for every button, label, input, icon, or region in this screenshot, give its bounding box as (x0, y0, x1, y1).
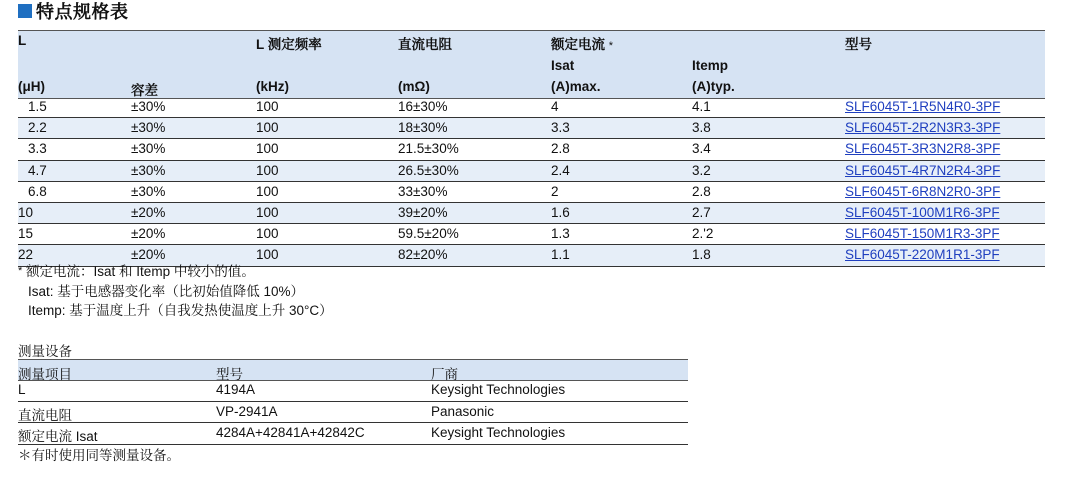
note-text-1: 额定电流：Isat 和 Itemp 中较小的值。 (26, 264, 255, 279)
header-isat-unit: (A)max. (551, 79, 601, 94)
equip-cell-item: L (18, 382, 26, 397)
table-row (18, 423, 688, 445)
equipment-title: 测量设备 (18, 344, 72, 359)
cell-freq: 100 (256, 204, 279, 220)
cell-isat: 1.1 (551, 247, 570, 263)
equip-cell-model: 4284A+42841A+42842C (216, 425, 365, 440)
cell-l: 4.7 (28, 162, 47, 178)
cell-itemp: 2.'2 (692, 226, 714, 242)
model-link[interactable]: SLF6045T-220M1R1-3PF (845, 247, 1000, 263)
cell-freq: 100 (256, 162, 279, 178)
cell-tolerance: ±30% (131, 162, 166, 178)
cell-itemp: 2.8 (692, 183, 711, 199)
cell-itemp: 3.8 (692, 120, 711, 136)
note-line-2: Isat: 基于电感器变化率（比初始值降低 10%） (28, 283, 305, 299)
header-itemp-unit: (A)typ. (692, 79, 735, 94)
cell-dcr: 82±20% (398, 247, 448, 263)
cell-dcr: 21.5±30% (398, 141, 459, 157)
equip-cell-model: 4194A (216, 382, 256, 397)
cell-freq: 100 (256, 183, 279, 199)
table-row (18, 380, 688, 402)
model-link[interactable]: SLF6045T-6R8N2R0-3PF (845, 183, 1001, 199)
cell-itemp: 4.1 (692, 99, 711, 114)
cell-dcr: 18±30% (398, 120, 448, 136)
equipment-table-body (18, 380, 688, 445)
cell-l: 6.8 (28, 183, 47, 199)
note-star: * (18, 265, 23, 277)
header-tolerance: 容差 (131, 83, 158, 98)
cell-isat: 1.6 (551, 204, 570, 220)
table-row (18, 161, 1045, 182)
table-row (18, 224, 1045, 245)
cell-tolerance: ±30% (131, 99, 166, 114)
table-row (18, 203, 1045, 224)
model-link[interactable]: SLF6045T-2R2N3R3-3PF (845, 120, 1001, 136)
cell-itemp: 1.8 (692, 247, 711, 263)
model-link[interactable]: SLF6045T-3R3N2R8-3PF (845, 141, 1001, 157)
equip-cell-vendor: Keysight Technologies (431, 425, 566, 440)
cell-isat: 4 (551, 99, 559, 114)
header-rated-current-label: 额定电流 (551, 37, 605, 52)
header-model: 型号 (845, 37, 872, 52)
equip-cell-item: 额定电流 Isat (18, 429, 98, 444)
cell-dcr: 16±30% (398, 99, 448, 114)
cell-isat: 3.3 (551, 120, 570, 136)
cell-tolerance: ±20% (131, 226, 166, 242)
spec-table-body (18, 97, 1045, 267)
cell-tolerance: ±30% (131, 120, 166, 136)
cell-l: 15 (18, 226, 34, 242)
note-line-1 (18, 262, 333, 282)
table-row (18, 97, 1045, 118)
spec-table-header (18, 30, 1045, 99)
cell-tolerance: ±20% (131, 247, 166, 263)
equip-cell-vendor: Keysight Technologies (431, 382, 566, 397)
equip-cell-vendor: Panasonic (431, 403, 495, 419)
cell-freq: 100 (256, 120, 279, 136)
spec-notes (18, 262, 333, 321)
cell-freq: 100 (256, 141, 279, 157)
cell-l: 1.5 (28, 99, 47, 114)
cell-itemp: 3.2 (692, 162, 711, 178)
cell-dcr: 59.5±20% (398, 226, 459, 242)
table-row (18, 139, 1045, 160)
cell-freq: 100 (256, 247, 279, 263)
equip-header-model: 型号 (216, 367, 243, 382)
table-row (18, 182, 1045, 203)
cell-isat: 2.8 (551, 141, 570, 157)
cell-dcr: 33±30% (398, 183, 448, 199)
table-row (18, 402, 688, 424)
cell-l: 2.2 (28, 120, 47, 136)
equipment-table-header (18, 359, 688, 381)
header-dcr-unit: (mΩ) (398, 79, 430, 94)
header-l-unit: (μH) (18, 79, 45, 94)
header-freq-unit: (kHz) (256, 79, 289, 94)
cell-freq: 100 (256, 226, 279, 242)
cell-dcr: 39±20% (398, 204, 448, 220)
header-rated-current (551, 33, 613, 53)
cell-itemp: 2.7 (692, 204, 711, 220)
equip-cell-item: 直流电阻 (18, 407, 72, 423)
header-l: L (18, 33, 27, 48)
cell-l: 22 (18, 247, 34, 263)
equip-header-item: 测量项目 (18, 367, 72, 382)
section-title (18, 0, 129, 22)
cell-tolerance: ±30% (131, 183, 166, 199)
cell-isat: 2 (551, 183, 559, 199)
header-freq: L 测定频率 (256, 37, 322, 52)
cell-tolerance: ±30% (131, 141, 166, 157)
cell-l: 3.3 (28, 141, 47, 157)
cell-isat: 1.3 (551, 226, 570, 242)
model-link[interactable]: SLF6045T-4R7N2R4-3PF (845, 162, 1001, 178)
equip-cell-model: VP-2941A (216, 403, 278, 419)
header-isat: Isat (551, 58, 575, 73)
model-link[interactable]: SLF6045T-100M1R6-3PF (845, 204, 1000, 220)
model-link[interactable]: SLF6045T-1R5N4R0-3PF (845, 99, 1001, 114)
title-square-icon (18, 4, 32, 18)
equipment-footnote: ＊有时使用同等测量设备。 (18, 448, 180, 463)
cell-l: 10 (18, 204, 34, 220)
header-itemp: Itemp (692, 58, 729, 73)
note-line-3: Itemp: 基于温度上升（自我发热使温度上升 30°C） (28, 303, 333, 318)
cell-dcr: 26.5±30% (398, 162, 459, 178)
page-title: 特点规格表 (36, 2, 129, 22)
header-dcr: 直流电阻 (398, 37, 452, 52)
cell-itemp: 3.4 (692, 141, 711, 157)
cell-tolerance: ±20% (131, 204, 166, 220)
table-row (18, 118, 1045, 139)
cell-isat: 2.4 (551, 162, 570, 178)
cell-freq: 100 (256, 99, 279, 114)
model-link[interactable]: SLF6045T-150M1R3-3PF (845, 226, 1000, 242)
equip-header-vendor: 厂商 (431, 367, 458, 382)
header-rated-current-star: * (608, 40, 614, 52)
